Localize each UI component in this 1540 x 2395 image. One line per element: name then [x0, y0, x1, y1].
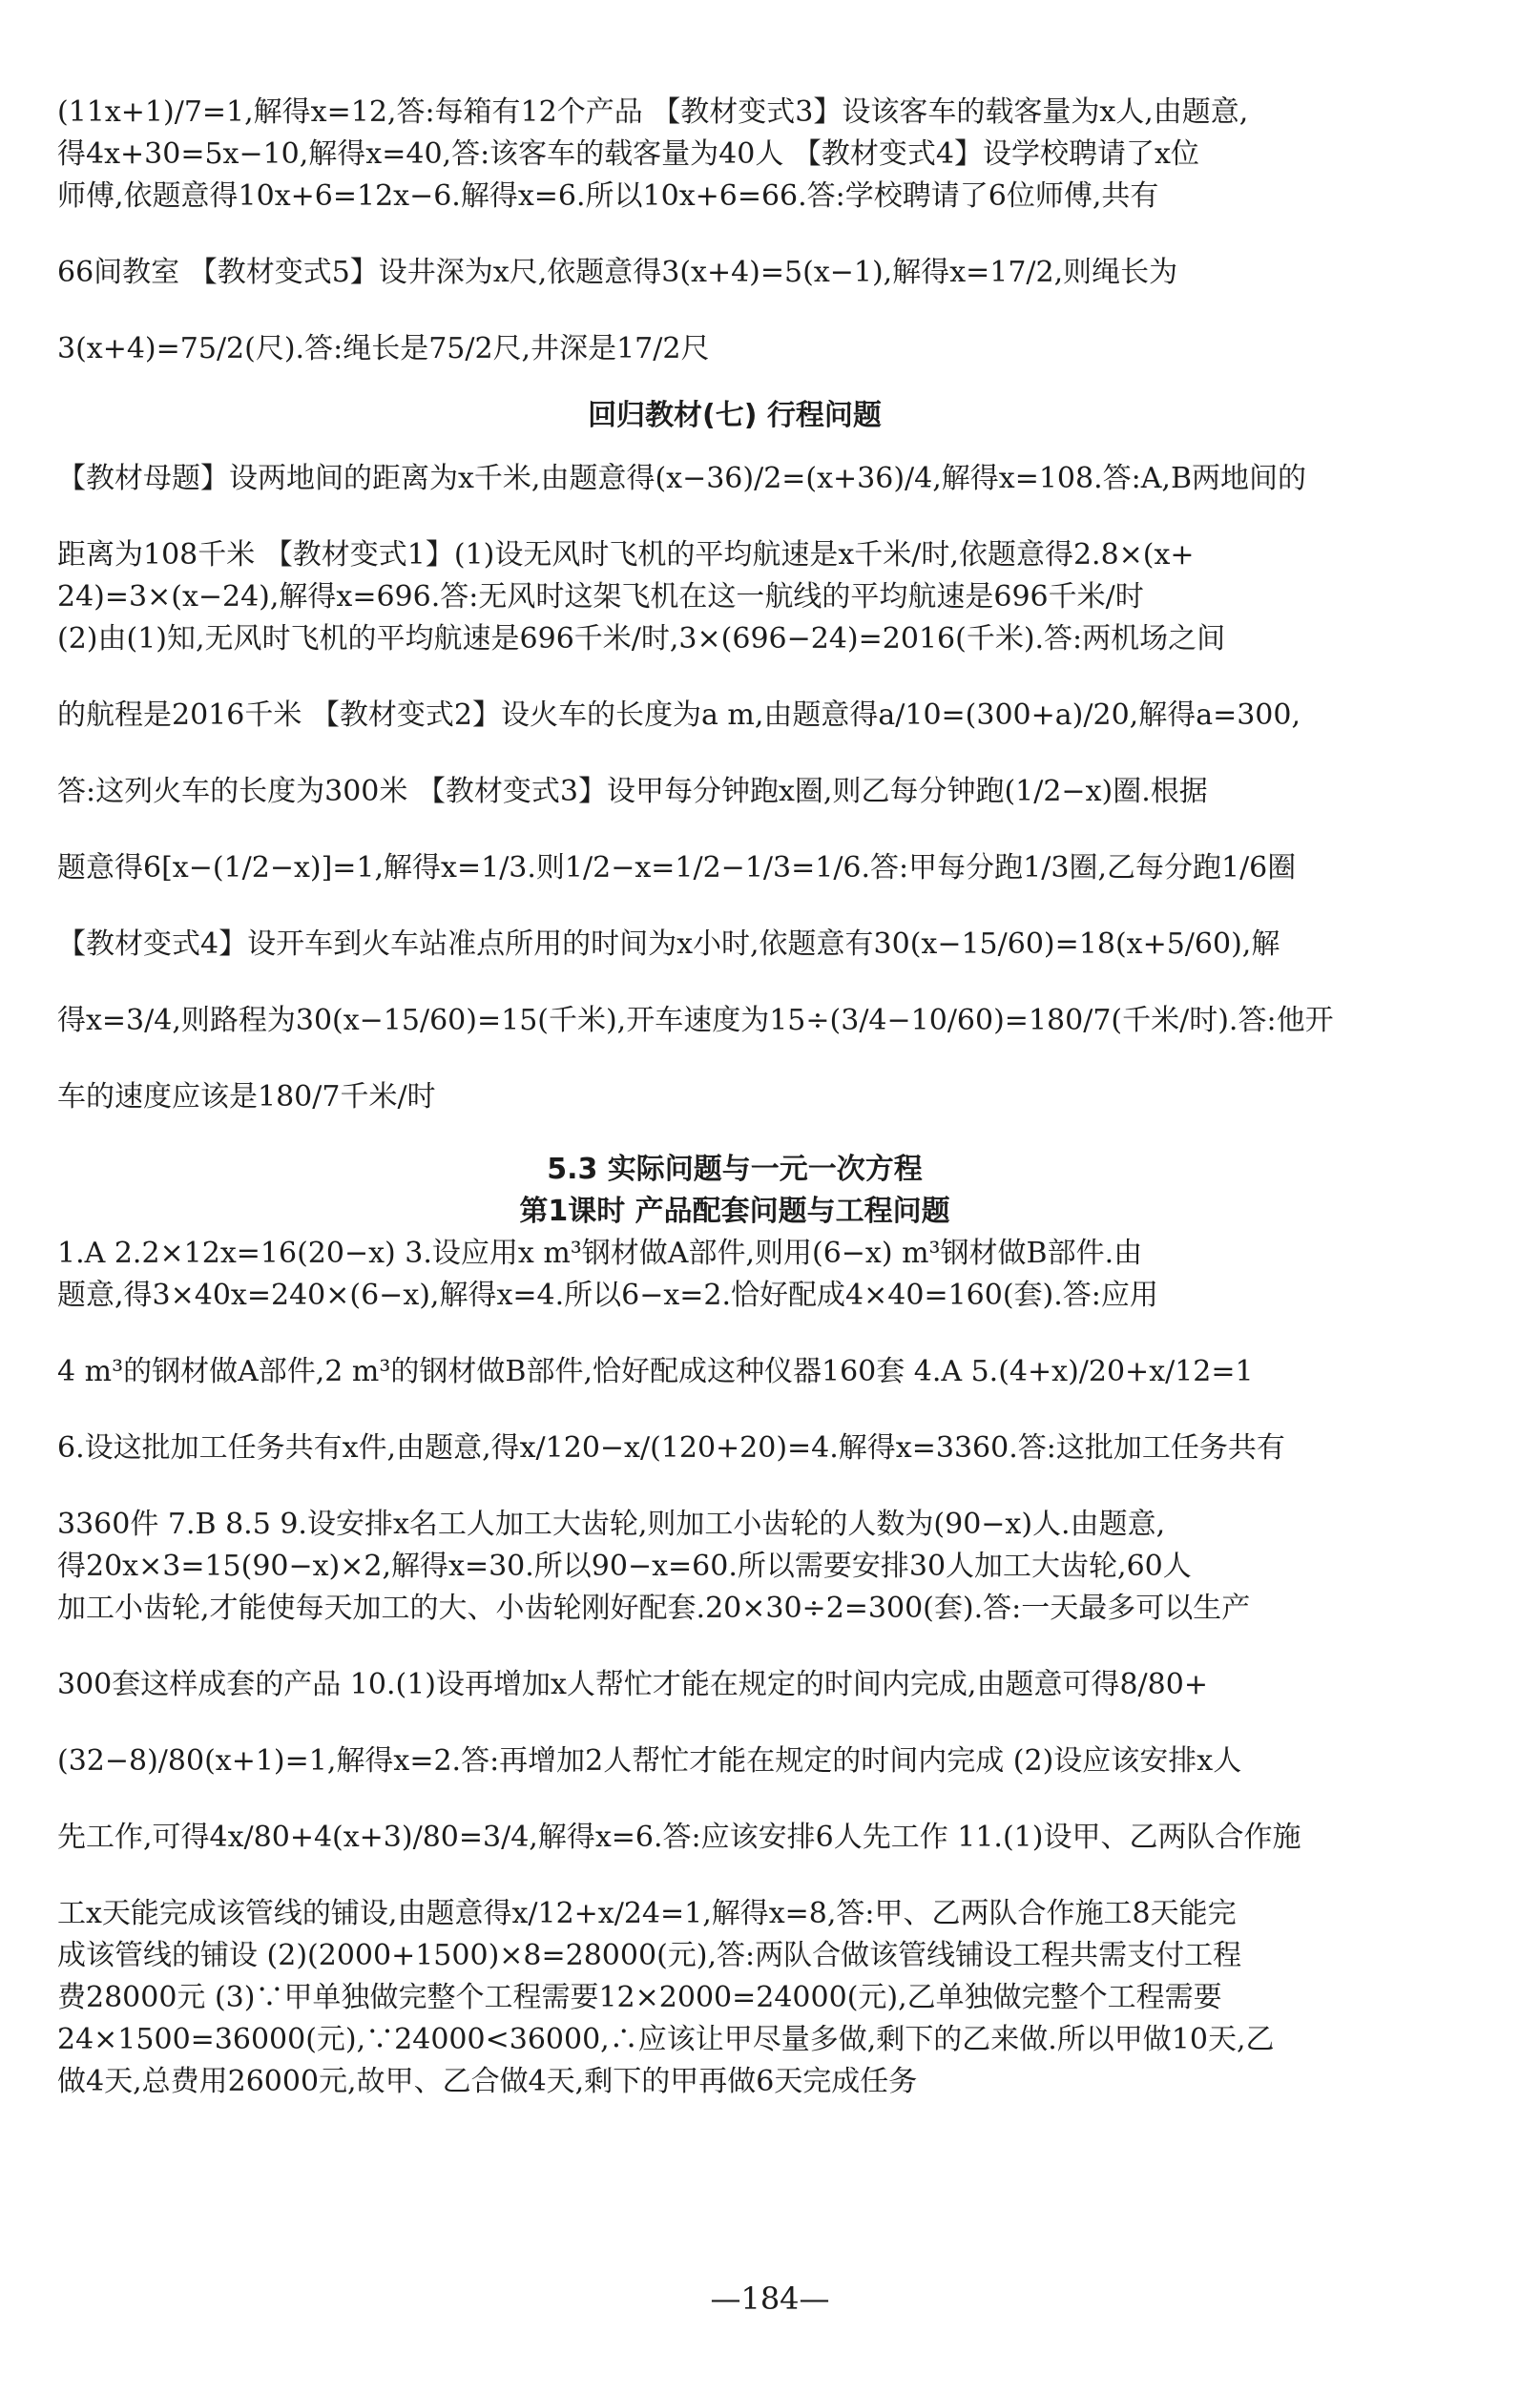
text-line: 先工作,可得4x/80+4(x+3)/80=3/4,解得x=6.答:应该安排6人先工作 11.(1)设甲、乙两队合作施 [57, 1821, 1301, 1854]
text-line: (2)由(1)知,无风时飞机的平均航速是696千米/时,3×(696−24)=2016(千米).答:两机场之间 [57, 622, 1226, 656]
section-7-block [57, 458, 1412, 1118]
text-line: 车的速度应该是180/7千米/时 [57, 1080, 436, 1114]
text-line: 300套这样成套的产品 10.(1)设再增加x人帮忙才能在规定的时间内完成,由题意可得8/80+ [57, 1668, 1208, 1701]
text-line: 24)=3×(x−24),解得x=696.答:无风时这架飞机在这一航线的平均航速是696千米/时 [57, 580, 1144, 614]
text-line: 的航程是2016千米 【教材变式2】设火车的长度为a m,由题意得a/10=(300+a)/20,解得a=300, [57, 698, 1301, 732]
text-line: 得4x+30=5x−10,解得x=40,答:该客车的载客量为40人 【教材变式4】设学校聘请了x位 [57, 137, 1199, 171]
text-line: 成该管线的铺设 (2)(2000+1500)×8=28000(元),答:两队合做该管线铺设工程共需支付工程 [57, 1939, 1242, 1972]
lesson-1-title: 第1课时 产品配套问题与工程问题 [519, 1195, 950, 1228]
text-line: 距离为108千米 【教材变式1】(1)设无风时飞机的平均航速是x千米/时,依题意得2.8×(x+ [57, 538, 1195, 572]
text-line: 题意,得3×40x=240×(6−x),解得x=4.所以6−x=2.恰好配成4×40=160(套).答:应用 [57, 1279, 1158, 1312]
lesson-1-block [57, 1233, 1412, 2103]
text-line: 得20x×3=15(90−x)×2,解得x=30.所以90−x=60.所以需要安排30人加工大齿轮,60人 [57, 1550, 1192, 1583]
text-line: 加工小齿轮,才能使每天加工的大、小齿轮刚好配套.20×30÷2=300(套).答:一天最多可以生产 [57, 1592, 1251, 1625]
text-line: 6.设这批加工任务共有x件,由题意,得x/120−x/(120+20)=4.解得x=3360.答:这批加工任务共有 [57, 1431, 1285, 1465]
text-line: 做4天,总费用26000元,故甲、乙合做4天,剩下的甲再做6天完成任务 [57, 2065, 918, 2098]
section-7-title: 回归教材(七) 行程问题 [588, 399, 882, 432]
text-line: 4 m³的钢材做A部件,2 m³的钢材做B部件,恰好配成这种仪器160套 4.A 5.(4+x)/20+x/12=1 [57, 1355, 1254, 1388]
text-line: 得x=3/4,则路程为30(x−15/60)=15(千米),开车速度为15÷(3/4−10/60)=180/7(千米/时).答:他开 [57, 1004, 1334, 1037]
text-line: 【教材母题】设两地间的距离为x千米,由题意得(x−36)/2=(x+36)/4,解得x=108.答:A,B两地间的 [57, 462, 1306, 495]
text-line: 1.A 2.2×12x=16(20−x) 3.设应用x m³钢材做A部件,则用(6−x) m³钢材做B部件.由 [57, 1237, 1143, 1270]
text-line: 3360件 7.B 8.5 9.设安排x名工人加工大齿轮,则加工小齿轮的人数为(90−x)人.由题意, [57, 1508, 1166, 1541]
text-line: 费28000元 (3)∵甲单独做完整个工程需要12×2000=24000(元),乙单独做完整个工程需要 [57, 1981, 1222, 2014]
text-line: 3(x+4)=75/2(尺).答:绳长是75/2尺,井深是17/2尺 [57, 332, 710, 365]
text-line: 师傅,依题意得10x+6=12x−6.解得x=6.所以10x+6=66.答:学校聘请了6位师傅,共有 [57, 179, 1159, 213]
page-number: —184— [710, 2280, 830, 2317]
text-line: 24×1500=36000(元),∵24000<36000,∴应该让甲尽量多做,剩下的乙来做.所以甲做10天,乙 [57, 2023, 1275, 2056]
intro-block [57, 92, 1412, 370]
text-line: 工x天能完成该管线的铺设,由题意得x/12+x/24=1,解得x=8,答:甲、乙两队合作施工8天能完 [57, 1897, 1237, 1930]
text-line: 【教材变式4】设开车到火车站准点所用的时间为x小时,依题意有30(x−15/60)=18(x+5/60),解 [57, 927, 1280, 961]
text-line: (11x+1)/7=1,解得x=12,答:每箱有12个产品 【教材变式3】设该客车的载客量为x人,由题意, [57, 95, 1249, 129]
answer-page [57, 57, 1412, 2103]
text-line: 答:这列火车的长度为300米 【教材变式3】设甲每分钟跑x圈,则乙每分钟跑(1/2−x)圈.根据 [57, 775, 1208, 808]
text-line: (32−8)/80(x+1)=1,解得x=2.答:再增加2人帮忙才能在规定的时间内完成 (2)设应该安排x人 [57, 1744, 1242, 1778]
section-5-3-title: 5.3 实际问题与一元一次方程 [547, 1153, 923, 1186]
text-line: 66间教室 【教材变式5】设井深为x尺,依题意得3(x+4)=5(x−1),解得x=17/2,则绳长为 [57, 256, 1178, 289]
text-line: 题意得6[x−(1/2−x)]=1,解得x=1/3.则1/2−x=1/2−1/3=1/6.答:甲每分跑1/3圈,乙每分跑1/6圈 [57, 851, 1297, 885]
